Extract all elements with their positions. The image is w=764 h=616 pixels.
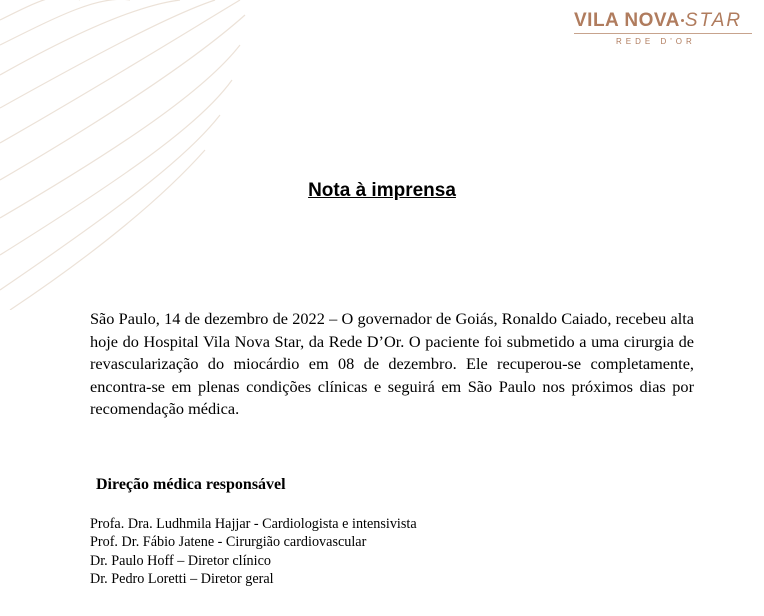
vila-nova-star-logo — [574, 10, 754, 50]
signatory-item: Dr. Pedro Loretti – Diretor geral — [90, 570, 274, 587]
logo-divider — [574, 33, 752, 34]
logo-wordmark-primary: VILA NOVA — [574, 10, 680, 31]
logo-wordmark-secondary: STAR — [684, 10, 743, 31]
logo-wordmark — [574, 10, 742, 32]
document-title: Nota à imprensa — [308, 180, 456, 201]
wave-line — [0, 80, 232, 255]
wave-line — [0, 0, 130, 45]
logo-dot-icon — [681, 19, 684, 22]
decorative-wave-lines — [0, 0, 260, 310]
medical-direction-heading: Direção médica responsável — [96, 476, 286, 493]
signatory-item: Profa. Dra. Ludhmila Hajjar - Cardiologista e intensivista — [90, 516, 417, 532]
wave-line — [0, 0, 80, 20]
wave-lines-group — [0, 0, 245, 310]
wave-line — [0, 0, 240, 143]
signatory-item: Prof. Dr. Fábio Jatene - Cirurgião cardiovascular — [90, 534, 367, 551]
wave-line — [0, 0, 180, 75]
wave-line — [0, 0, 215, 108]
signatories-list — [90, 515, 417, 588]
wave-line — [0, 115, 220, 290]
press-release-body: São Paulo, 14 de dezembro de 2022 – O governador de Goiás, Ronaldo Caiado, recebeu alta hoje do Hospital Vila Nova Star, da Rede D’Or. O paciente foi submetido a uma cirurgia de revascularização do miocárdio em 08 de dezembro. Ele recuperou-se completamente, encontra-se em plenas condições clínicas e seguirá em São Paulo nos próximos dias por recomendação médica. — [90, 309, 694, 418]
logo-subtitle: REDE D'OR — [616, 37, 696, 46]
signatory-item: Dr. Paulo Hoff – Diretor clínico — [90, 552, 271, 569]
wave-line — [0, 15, 245, 180]
